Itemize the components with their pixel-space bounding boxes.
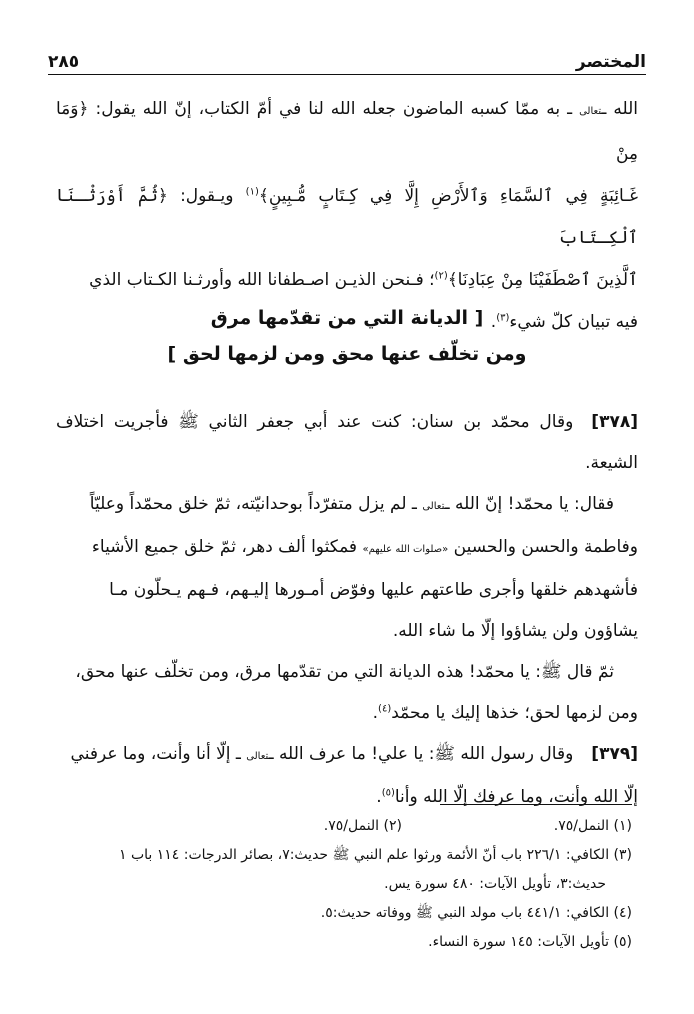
footnote-row xyxy=(52,812,632,841)
footnotes xyxy=(52,812,632,957)
text-run: ـ إلّا أنا وأنت، وما عرفني xyxy=(70,744,247,764)
text-run: . xyxy=(372,703,379,723)
text-run: الله ـ xyxy=(601,99,638,119)
intro-line-2 xyxy=(56,175,638,259)
heading-line-2: ومن تخلّف عنها محق ومن لزمها لحق ] xyxy=(167,343,527,365)
text-run: ومن لزمها لحق؛ خذها إليك يا محمّد xyxy=(391,703,638,723)
footnote-ref: (٥) xyxy=(381,787,395,799)
heading-line-1: [ الديانة التي من تقدّمها مرق xyxy=(210,307,484,329)
text-run: . xyxy=(490,312,497,332)
text-run: فقال: يا محمّد! إنّ الله ـ xyxy=(444,494,614,514)
section-heading xyxy=(56,300,638,372)
text-run: ـ لم يزل متفرّداً بوحدانيّته، ثمّ خلق محمّداً وعليّاً xyxy=(89,494,423,514)
hadith-378-line-6: ثمّ قال ﷺ: يا محمّد! هذه الديانة التي من تقدّمها مرق، ومن تخلّف عنها محق، xyxy=(75,662,614,682)
text-run: إلّا الله وأنت، وما عرفك إلّا الله وأنا xyxy=(394,787,638,807)
hadith-378-line-2 xyxy=(56,484,638,527)
quran-verse: ٱلَّذِينَ ٱصْطَفَيْنَا مِنْ عِبَادِنَا﴾ xyxy=(447,270,638,290)
page-number: ٢٨٥ xyxy=(48,52,80,72)
footnote-rule xyxy=(440,804,632,805)
taala-note: تعالى xyxy=(579,106,602,117)
quran-verse: ﴿وَمَا مِنْ xyxy=(56,99,638,164)
footnote-5: (٥) تأويل الآيات: ١٤٥ سورة النساء. xyxy=(428,934,632,950)
footnote-ref: (٣) xyxy=(496,312,510,324)
text-run: فيه تبيان كلّ شيء xyxy=(509,312,638,332)
intro-line-1 xyxy=(56,88,638,175)
footnote-3-continued: حديث:٣، تأويل الآيات: ٤٨٠ سورة يس. xyxy=(384,876,606,892)
hadith-378-line-3 xyxy=(56,527,638,570)
text-run: ؛ فـنحن الذيـن اصـطفانا الله وأورثـنا الكـتاب الذي xyxy=(89,270,435,290)
footnote-ref: (٢) xyxy=(434,270,448,282)
footnote-2: (٢) النمل/٧٥. xyxy=(323,818,402,834)
taala-note: تعالى xyxy=(246,751,269,762)
salawat-note: «صلوات الله عليهم» xyxy=(362,544,449,555)
footnote-ref: (١) xyxy=(245,186,259,198)
footnote-4: (٤) الكافي: ٤٤١/١ باب مولد النبي ﷺ ووفاته حديث:٥. xyxy=(320,905,632,921)
taala-note: تعالى xyxy=(422,501,445,512)
text-run: . xyxy=(376,787,382,807)
text-run: ويـقول: xyxy=(167,186,246,206)
hadith-section xyxy=(56,402,638,818)
text-run: وقال محمّد بن سنان: كنت عند أبي جعفر الثاني ﷺ فأجريت اختلاف الشيعة. xyxy=(56,412,638,473)
text-run: ـ به ممّا كسبه الماضون جعله الله لنا في أمّ الكتاب، إنّ الله يقول: xyxy=(88,99,580,119)
hadith-378-line-4: فأشهدهم خلقها وأجرى طاعتهم عليها وفوّض أمـورها إليـهم، فـهم يـحلّون مـا xyxy=(109,580,638,600)
intro-line-3 xyxy=(56,259,638,301)
footnote-1: (١) النمل/٧٥. xyxy=(553,818,632,834)
hadith-number: [٣٧٩] xyxy=(591,744,638,764)
book-title: المختصر xyxy=(575,52,646,72)
hadith-378-line-5: يشاؤون ولن يشاؤوا إلّا ما شاء الله. xyxy=(392,621,638,641)
hadith-378-line-1 xyxy=(56,402,638,484)
hadith-379-line-1 xyxy=(56,734,638,777)
text-run: وقال رسول الله ﷺ: يا علي! ما عرف الله ـ xyxy=(268,744,574,764)
quran-verse: غَـائِبَةٍ فِي ٱلسَّمَاءِ وَٱلأَرْضِ إِلَّا فِي كِـتَابٍ مُّـبِينٍ﴾ xyxy=(258,186,639,206)
hadith-number: [٣٧٨] xyxy=(591,412,638,432)
hadith-378-line-7 xyxy=(56,693,638,734)
page-header xyxy=(48,38,646,72)
footnote-3: (٣) الكافي: ٢٢٦/١ باب أنّ الأئمة ورثوا علم النبي ﷺ حديث:٧، بصائر الدرجات: ١١٤ باب ١ xyxy=(118,847,632,863)
footnote-ref: (٤) xyxy=(378,703,392,715)
quran-verse: ﴿ثُمَّ أَوْرَثْـنَا ٱلْكِـتَابَ xyxy=(56,186,638,248)
text-run: فمكثوا ألف دهر، ثمّ خلق جميع الأشياء xyxy=(91,537,363,557)
text-run: وفاطمة والحسن والحسين xyxy=(448,537,638,557)
header-rule xyxy=(48,74,646,75)
